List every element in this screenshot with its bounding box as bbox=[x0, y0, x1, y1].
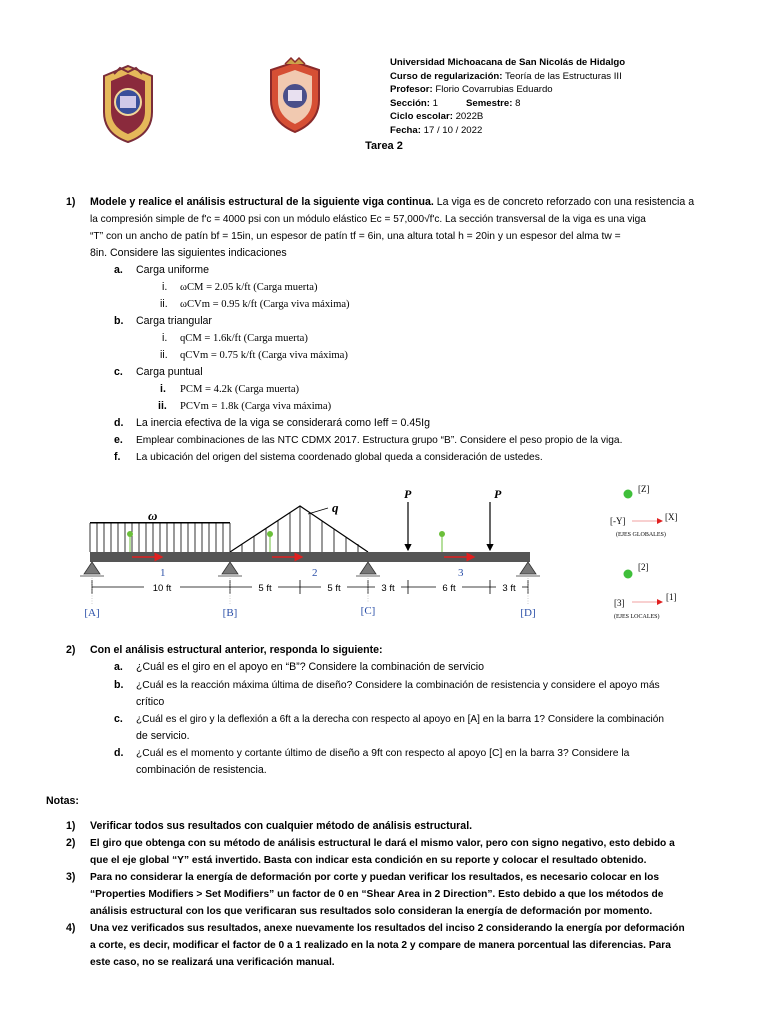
note-1-text: Verificar todos sus resultados con cualquier método de análisis estructural. bbox=[90, 820, 473, 832]
support-d-label: [D] bbox=[520, 607, 536, 619]
q2b-text-line2: crítico bbox=[136, 696, 165, 708]
q2d-text-line2: combinación de resistencia. bbox=[136, 764, 267, 776]
note-2-number: 2) bbox=[66, 837, 76, 849]
note-4-line3: este caso, no se realizará una verificación manual. bbox=[90, 957, 335, 968]
section-label: Sección: bbox=[390, 97, 430, 109]
professor-label: Profesor: bbox=[390, 84, 433, 96]
q1c-i-text: PCM = 4.2k (Carga muerta) bbox=[180, 384, 300, 395]
dim-6ft: 6 ft bbox=[442, 583, 456, 594]
q1c-ii-label: ii. bbox=[158, 400, 167, 412]
note-4-number: 4) bbox=[66, 922, 76, 934]
note-4-line2: a corte, es decir, modificar el factor de 0 a 1 realizado en la nota 2 y compare de manera porcentual las diferencias. Para bbox=[90, 940, 671, 951]
note-3-line2: “Properties Modifiers > Set Modifiers” un factor de 0 en “Shear Area in 2 Direction”. Esto debido a que los métodos de bbox=[90, 889, 664, 900]
q2d-text-line1: ¿Cuál es el momento y cortante último de diseño a 9ft con respecto al apoyo [C] en la barra 3? Considere la bbox=[136, 748, 630, 759]
professor-value: Florio Covarrubias Eduardo bbox=[435, 84, 553, 96]
q1-line1-bold: Modele y realice el análisis estructural de la siguiente viga continua. bbox=[90, 196, 434, 208]
q1a-label: a. bbox=[114, 264, 123, 276]
section-value: 1 bbox=[432, 97, 439, 109]
local-3-label: [3] bbox=[614, 598, 625, 608]
cycle-label: Ciclo escolar: bbox=[390, 111, 453, 123]
support-c-label: [C] bbox=[360, 605, 376, 617]
q2b-label: b. bbox=[114, 679, 124, 691]
page-title: Tarea 2 bbox=[365, 140, 403, 152]
q2c-label: c. bbox=[114, 713, 123, 725]
q1c-label: c. bbox=[114, 366, 123, 378]
global-z-label: [Z] bbox=[638, 484, 650, 494]
dim-5ft-a: 5 ft bbox=[258, 583, 272, 594]
q1-line2: la compresión simple de f'c = 4000 psi con un módulo elástico Ec = 57,000√f'c. La sección transversal de la viga es una viga bbox=[90, 214, 646, 225]
date-label: Fecha: bbox=[390, 124, 421, 136]
q1b-i-label: i. bbox=[162, 332, 168, 344]
q1a-ii-text: ωCVm = 0.95 k/ft (Carga viva máxima) bbox=[180, 299, 350, 310]
q1a-text: Carga uniforme bbox=[136, 264, 210, 276]
q1b-text: Carga triangular bbox=[136, 315, 212, 327]
q1a-ii-label: ii. bbox=[160, 298, 168, 310]
q1b-ii-text: qCVm = 0.75 k/ft (Carga viva máxima) bbox=[180, 350, 348, 361]
cycle-value: 2022B bbox=[455, 111, 484, 123]
q2c-text-line1: ¿Cuál es el giro y la deflexión a 6ft a la derecha con respecto al apoyo en [A] en la barra 1? Considere la combinación bbox=[136, 714, 664, 725]
course-value: Teoría de las Estructuras III bbox=[504, 70, 622, 82]
note-2-line1: El giro que obtenga con su método de análisis estructural le dará el mismo valor, pero con signo negativo, esto debido a bbox=[90, 838, 675, 849]
note-3-line1: Para no considerar la energía de deformación por corte y puedan verificar los resultados, es necesario colocar en los bbox=[90, 872, 660, 883]
note-3-number: 3) bbox=[66, 871, 76, 883]
notes-title: Notas: bbox=[46, 795, 79, 807]
local-1-label: [1] bbox=[666, 592, 677, 602]
local-2-label: [2] bbox=[638, 562, 649, 572]
q2a-label: a. bbox=[114, 661, 123, 673]
q1-line4: 8in. Considere las siguientes indicaciones bbox=[90, 247, 287, 259]
q1d-text: La inercia efectiva de la viga se considerará como Ieff = 0.45Ig bbox=[136, 417, 430, 429]
dim-3ft-b: 3 ft bbox=[502, 583, 516, 594]
q1c-text: Carga puntual bbox=[136, 366, 203, 378]
bar-2-label: 2 bbox=[312, 567, 318, 579]
q1d-label: d. bbox=[114, 417, 124, 429]
q2c-text-line2: de servicio. bbox=[136, 730, 190, 742]
bar-1-label: 1 bbox=[160, 567, 166, 579]
global-y-label: [-Y] bbox=[610, 516, 626, 526]
q1c-ii-text: PCVm = 1.8k (Carga viva máxima) bbox=[180, 401, 332, 412]
note-1-number: 1) bbox=[66, 820, 76, 832]
q1b-i-text: qCM = 1.6k/ft (Carga muerta) bbox=[180, 333, 308, 344]
q1-line3: “T” con un ancho de patín bf = 15in, un espesor de patín tf = 6in, una altura total h = 20in y un espesor del alma tw = bbox=[90, 231, 621, 242]
q1c-i-label: i. bbox=[160, 383, 166, 395]
note-4-line1: Una vez verificados sus resultados, anexe nuevamente los resultados del inciso 2 considerando la energía por deformación bbox=[90, 923, 685, 934]
point-load-2-label: P bbox=[494, 487, 502, 501]
q1a-i-text: ωCM = 2.05 k/ft (Carga muerta) bbox=[180, 282, 318, 293]
semester-label: Semestre: bbox=[466, 97, 513, 109]
support-b-label: [B] bbox=[222, 607, 238, 619]
q1e-text: Emplear combinaciones de las NTC CDMX 2017. Estructura grupo “B”. Considere el peso propio de la viga. bbox=[136, 435, 623, 446]
q1b-label: b. bbox=[114, 315, 124, 327]
date-value: 17 / 10 / 2022 bbox=[423, 124, 483, 136]
course-label: Curso de regularización: bbox=[390, 70, 503, 82]
dim-3ft-a: 3 ft bbox=[381, 583, 395, 594]
q-label: q bbox=[332, 500, 339, 515]
q1f-text: La ubicación del origen del sistema coordenado global queda a consideración de ustedes. bbox=[136, 452, 543, 463]
q2b-text-line1: ¿Cuál es la reacción máxima última de diseño? Considere la combinación de resistencia y considere el apoyo más bbox=[136, 680, 660, 691]
note-3-line3: análisis estructural con los que verificaran sus resultados solo consideran la energía de deformación por momento. bbox=[90, 906, 653, 917]
dim-5ft-b: 5 ft bbox=[327, 583, 341, 594]
q2-number: 2) bbox=[66, 644, 76, 656]
q1b-ii-label: ii. bbox=[160, 349, 168, 361]
bar-3-label: 3 bbox=[458, 567, 464, 579]
omega-label: ω bbox=[148, 508, 158, 523]
point-load-1-label: P bbox=[404, 487, 412, 501]
q2-intro: Con el análisis estructural anterior, responda lo siguiente: bbox=[90, 644, 383, 656]
q2a-text: ¿Cuál es el giro en el apoyo en “B”? Considere la combinación de servicio bbox=[136, 661, 485, 673]
note-2-line2: que el eje global “Y” está invertido. Basta con indicar esta condición en su reporte y colocar el resultado obtenido. bbox=[90, 855, 647, 866]
university-name: Universidad Michoacana de San Nicolás de Hidalgo bbox=[390, 57, 626, 68]
q1-number: 1) bbox=[66, 196, 76, 208]
local-axes-caption: (EJES LOCALES) bbox=[614, 614, 660, 620]
q1e-label: e. bbox=[114, 434, 123, 446]
global-axes-caption: (EJES GLOBALES) bbox=[616, 532, 666, 538]
q1a-i-label: i. bbox=[162, 281, 168, 293]
global-x-label: [X] bbox=[665, 512, 678, 522]
support-a-label: [A] bbox=[84, 607, 100, 619]
semester-value: 8 bbox=[515, 97, 521, 109]
q1-line1-rest: La viga es de concreto reforzado con una resistencia a bbox=[433, 196, 695, 208]
q1f-label: f. bbox=[114, 451, 121, 463]
q2d-label: d. bbox=[114, 747, 124, 759]
dim-10ft: 10 ft bbox=[152, 583, 172, 594]
